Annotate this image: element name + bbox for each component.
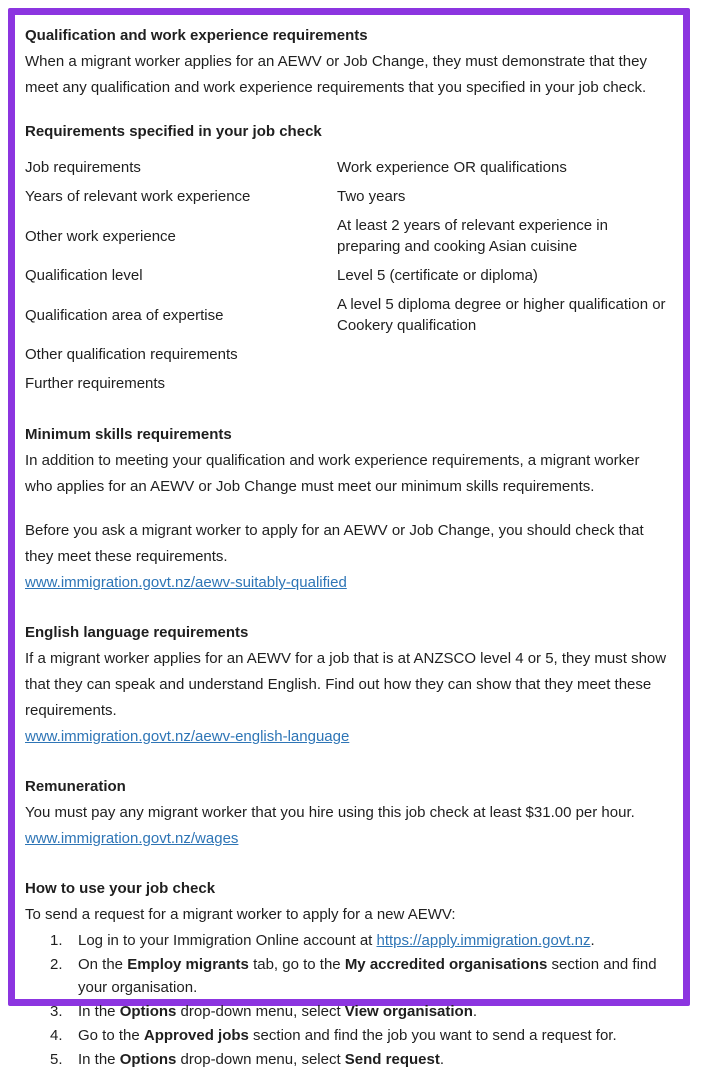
step-text [78, 929, 671, 952]
plain-text: drop-down menu, select [176, 1051, 345, 1068]
minimum-skills-link[interactable]: www.immigration.govt.nz/aewv-suitably-qualified [25, 574, 347, 591]
how-to-step [25, 1000, 671, 1023]
how-to-step [25, 929, 671, 952]
section-heading-requirements: Requirements specified in your job check [25, 123, 322, 140]
bold-text: View organisation [344, 1003, 473, 1020]
remuneration-link[interactable]: www.immigration.govt.nz/wages [25, 830, 239, 847]
row-label: Years of relevant work experience [25, 188, 251, 205]
step-text [78, 953, 671, 999]
row-value: At least 2 years of relevant experience in preparing and cooking Asian cuisine [337, 217, 608, 255]
step-number: 4. [50, 1027, 63, 1044]
row-value: Work experience OR qualifications [337, 159, 567, 176]
table-row [25, 290, 671, 340]
row-label: Further requirements [25, 375, 166, 392]
step-text [78, 1024, 671, 1047]
row-value: Two years [337, 188, 406, 205]
section-heading-minimum-skills: Minimum skills requirements [25, 426, 232, 443]
plain-text: tab, go to the [248, 956, 345, 973]
bold-text: Employ migrants [127, 956, 249, 973]
bold-text: Approved jobs [143, 1027, 249, 1044]
table-row [25, 340, 671, 369]
how-to-steps [25, 929, 671, 1071]
plain-text: . [590, 932, 595, 949]
plain-text: drop-down menu, select [176, 1003, 345, 1020]
qualification-paragraph: When a migrant worker applies for an AEWV or Job Change, they must demonstrate that they meet any qualification and work experience requirements that you specified in your job check. [25, 53, 647, 96]
bold-text: Options [119, 1051, 177, 1068]
plain-text: On the [78, 956, 128, 973]
plain-text: Go to the [78, 1027, 144, 1044]
table-row [25, 211, 671, 261]
plain-text: . [472, 1003, 478, 1020]
step-text [78, 1000, 671, 1023]
table-row [25, 182, 671, 211]
spacer [25, 500, 671, 518]
plain-text: section and find your organisation. [78, 956, 657, 996]
how-to-intro: To send a request for a migrant worker to apply for a new AEWV: [25, 906, 456, 923]
row-label: Job requirements [25, 159, 141, 176]
remuneration-paragraph: You must pay any migrant worker that you hire using this job check at least $31.00 per hour. [25, 804, 635, 821]
section-heading-how-to: How to use your job check [25, 880, 216, 897]
step-number: 5. [50, 1051, 63, 1068]
how-to-step [25, 953, 671, 999]
plain-text: Log in to your Immigration Online account at [78, 932, 377, 949]
row-label: Other qualification requirements [25, 346, 238, 363]
how-to-step [25, 1024, 671, 1047]
row-label: Qualification area of expertise [25, 306, 224, 324]
table-row [25, 369, 671, 398]
table-row [25, 261, 671, 290]
bold-text: Send request [344, 1051, 440, 1068]
plain-text: In the [78, 1051, 120, 1068]
bold-text: My accredited organisations [344, 956, 548, 973]
bold-text: Options [119, 1003, 177, 1020]
step-number: 3. [50, 1003, 63, 1020]
english-language-paragraph: If a migrant worker applies for an AEWV for a job that is at ANZSCO level 4 or 5, they must show that they can speak and understand English. Find out how they can show that they meet these requirements. [25, 650, 667, 719]
minimum-skills-paragraph-1: In addition to meeting your qualification and work experience requirements, a migrant worker who applies for an AEWV or Job Change must meet our minimum skills requirements. [25, 452, 640, 495]
section-heading-english-language: English language requirements [25, 624, 249, 641]
step-number: 1. [50, 932, 63, 949]
plain-text: section and find the job you want to send a request for. [248, 1027, 617, 1044]
row-value: A level 5 diploma degree or higher qualification or Cookery qualification [337, 296, 666, 334]
section-heading-qualification: Qualification and work experience requirements [25, 27, 368, 44]
inline-link[interactable]: https://apply.immigration.govt.nz [376, 932, 591, 949]
step-text [78, 1048, 671, 1071]
plain-text: In the [78, 1003, 120, 1020]
row-label: Other work experience [25, 227, 176, 245]
document-border-frame [8, 8, 690, 1068]
plain-text: . [439, 1051, 444, 1068]
row-label: Qualification level [25, 267, 143, 284]
english-language-link[interactable]: www.immigration.govt.nz/aewv-english-language [25, 728, 350, 745]
requirements-table [25, 153, 671, 398]
row-value: Level 5 (certificate or diploma) [337, 267, 538, 284]
step-number: 2. [50, 956, 63, 973]
section-heading-remuneration: Remuneration [25, 778, 126, 795]
minimum-skills-paragraph-2: Before you ask a migrant worker to apply for an AEWV or Job Change, you should check that they meet these requirements. [25, 522, 644, 565]
table-row [25, 153, 671, 182]
how-to-step [25, 1048, 671, 1071]
